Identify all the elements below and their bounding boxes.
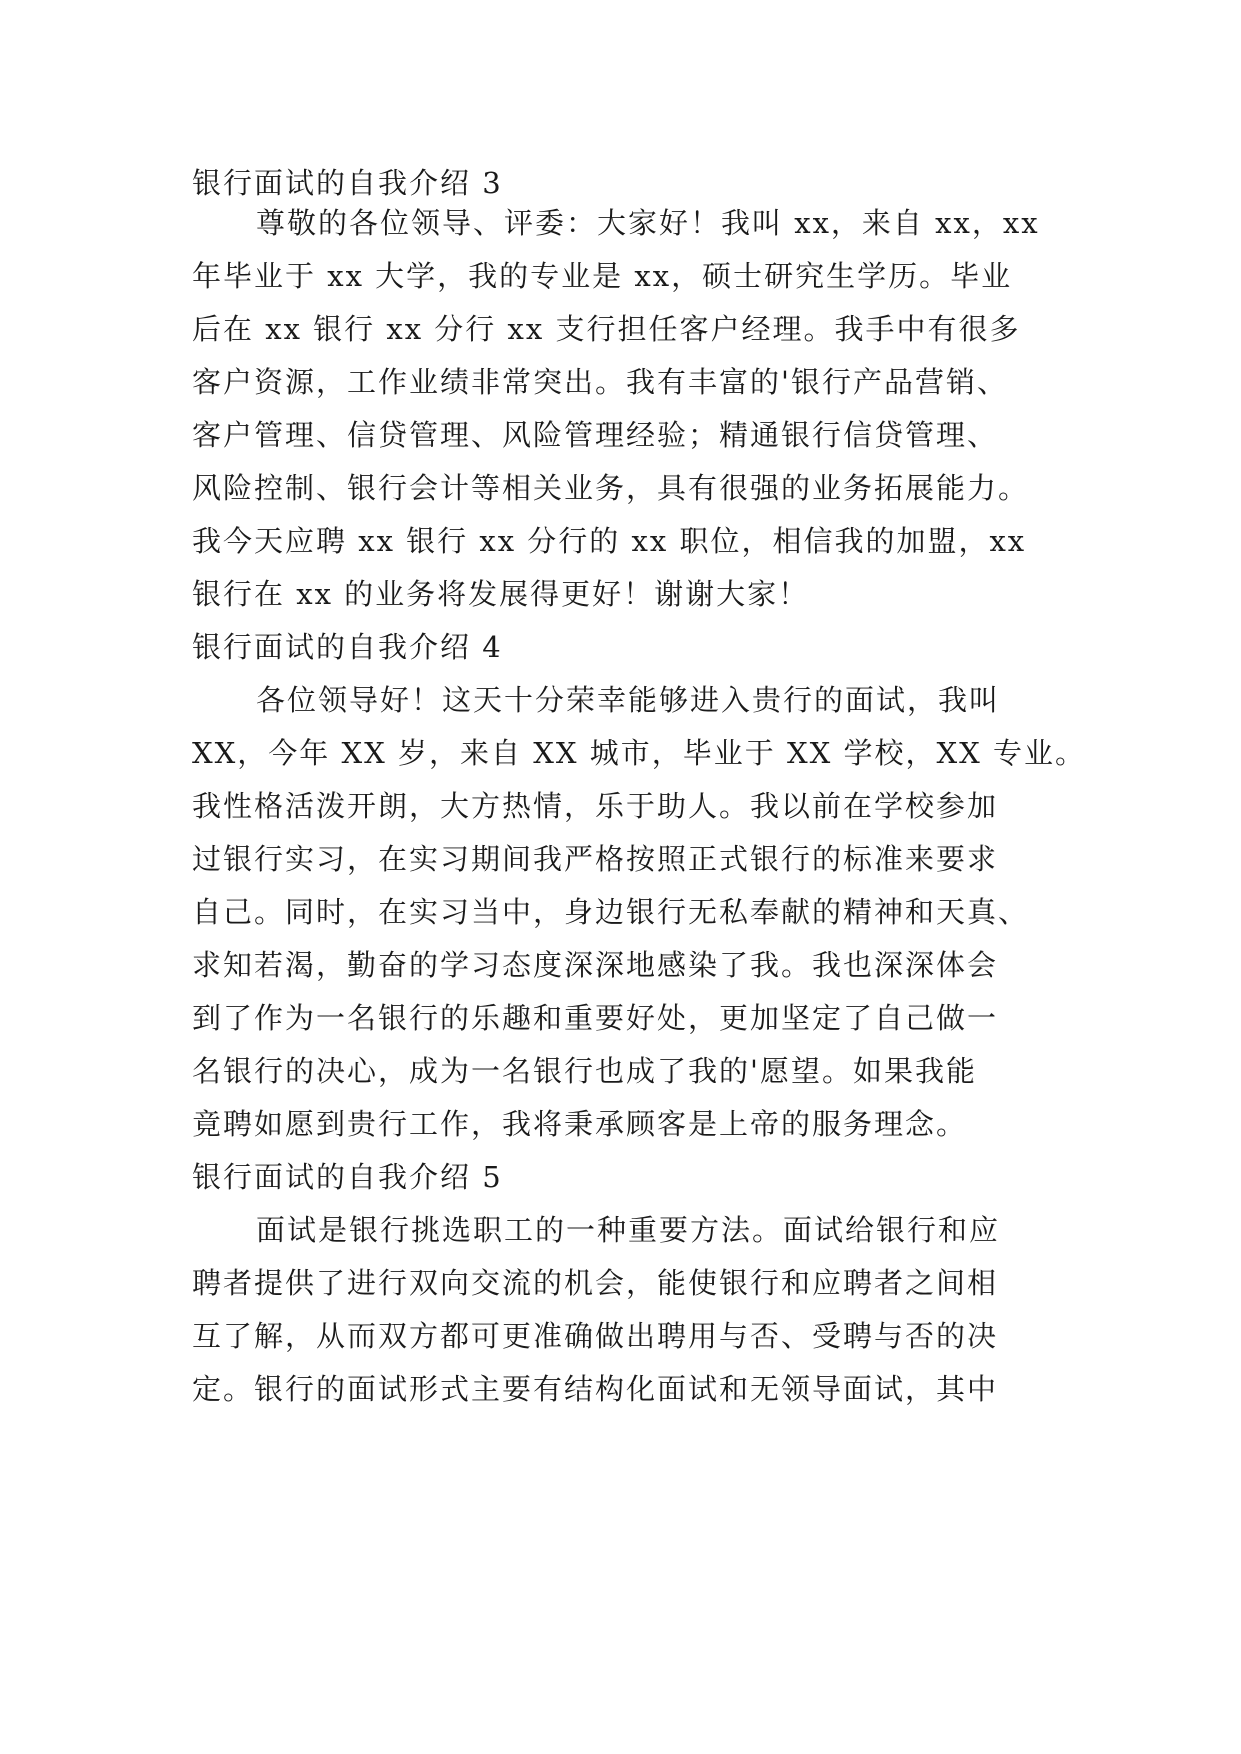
paragraph-line: 面试是银行挑选职工的一种重要方法。面试给银行和应 xyxy=(256,1213,1001,1247)
paragraph-line: XX，今年 XX 岁，来自 XX 城市，毕业于 XX 学校，XX 专业。 xyxy=(192,736,1086,770)
paragraph-line: 求知若渴，勤奋的学习态度深深地感染了我。我也深深体会 xyxy=(192,948,999,982)
paragraph-line: 我性格活泼开朗，大方热情，乐于助人。我以前在学校参加 xyxy=(192,789,999,823)
paragraph-line: 后在 xx 银行 xx 分行 xx 支行担任客户经理。我手中有很多 xyxy=(192,312,1021,346)
section-heading: 银行面试的自我介绍 4 xyxy=(192,630,503,664)
paragraph-line: 过银行实习，在实习期间我严格按照正式银行的标准来要求 xyxy=(192,842,999,876)
paragraph-line: 风险控制、银行会计等相关业务，具有很强的业务拓展能力。 xyxy=(192,471,1030,505)
paragraph-line: 到了作为一名银行的乐趣和重要好处，更加坚定了自己做一 xyxy=(192,1001,999,1035)
paragraph-line: 尊敬的各位领导、评委：大家好！我叫 xx，来自 xx，xx xyxy=(256,206,1040,240)
paragraph-line: 客户资源，工作业绩非常突出。我有丰富的'银行产品营销、 xyxy=(192,365,1008,399)
paragraph-line: 银行在 xx 的业务将发展得更好！谢谢大家！ xyxy=(192,577,810,611)
paragraph-line: 各位领导好！这天十分荣幸能够进入贵行的面试，我叫 xyxy=(256,683,1001,717)
paragraph-line: 客户管理、信贷管理、风险管理经验；精通银行信贷管理、 xyxy=(192,418,999,452)
section-heading: 银行面试的自我介绍 5 xyxy=(192,1160,503,1194)
paragraph-line: 互了解，从而双方都可更准确做出聘用与否、受聘与否的决 xyxy=(192,1319,999,1353)
paragraph-line: 名银行的决心，成为一名银行也成了我的'愿望。如果我能 xyxy=(192,1054,977,1088)
paragraph-line: 年毕业于 xx 大学，我的专业是 xx，硕士研究生学历。毕业 xyxy=(192,259,1013,293)
paragraph-line: 竟聘如愿到贵行工作，我将秉承顾客是上帝的服务理念。 xyxy=(192,1107,968,1141)
paragraph-line: 我今天应聘 xx 银行 xx 分行的 xx 职位，相信我的加盟，xx xyxy=(192,524,1027,558)
paragraph-line: 聘者提供了进行双向交流的机会，能使银行和应聘者之间相 xyxy=(192,1266,999,1300)
paragraph-line: 自己。同时，在实习当中，身边银行无私奉献的精神和天真、 xyxy=(192,895,1030,929)
section-heading: 银行面试的自我介绍 3 xyxy=(192,166,503,200)
paragraph-line: 定。银行的面试形式主要有结构化面试和无领导面试，其中 xyxy=(192,1372,999,1406)
